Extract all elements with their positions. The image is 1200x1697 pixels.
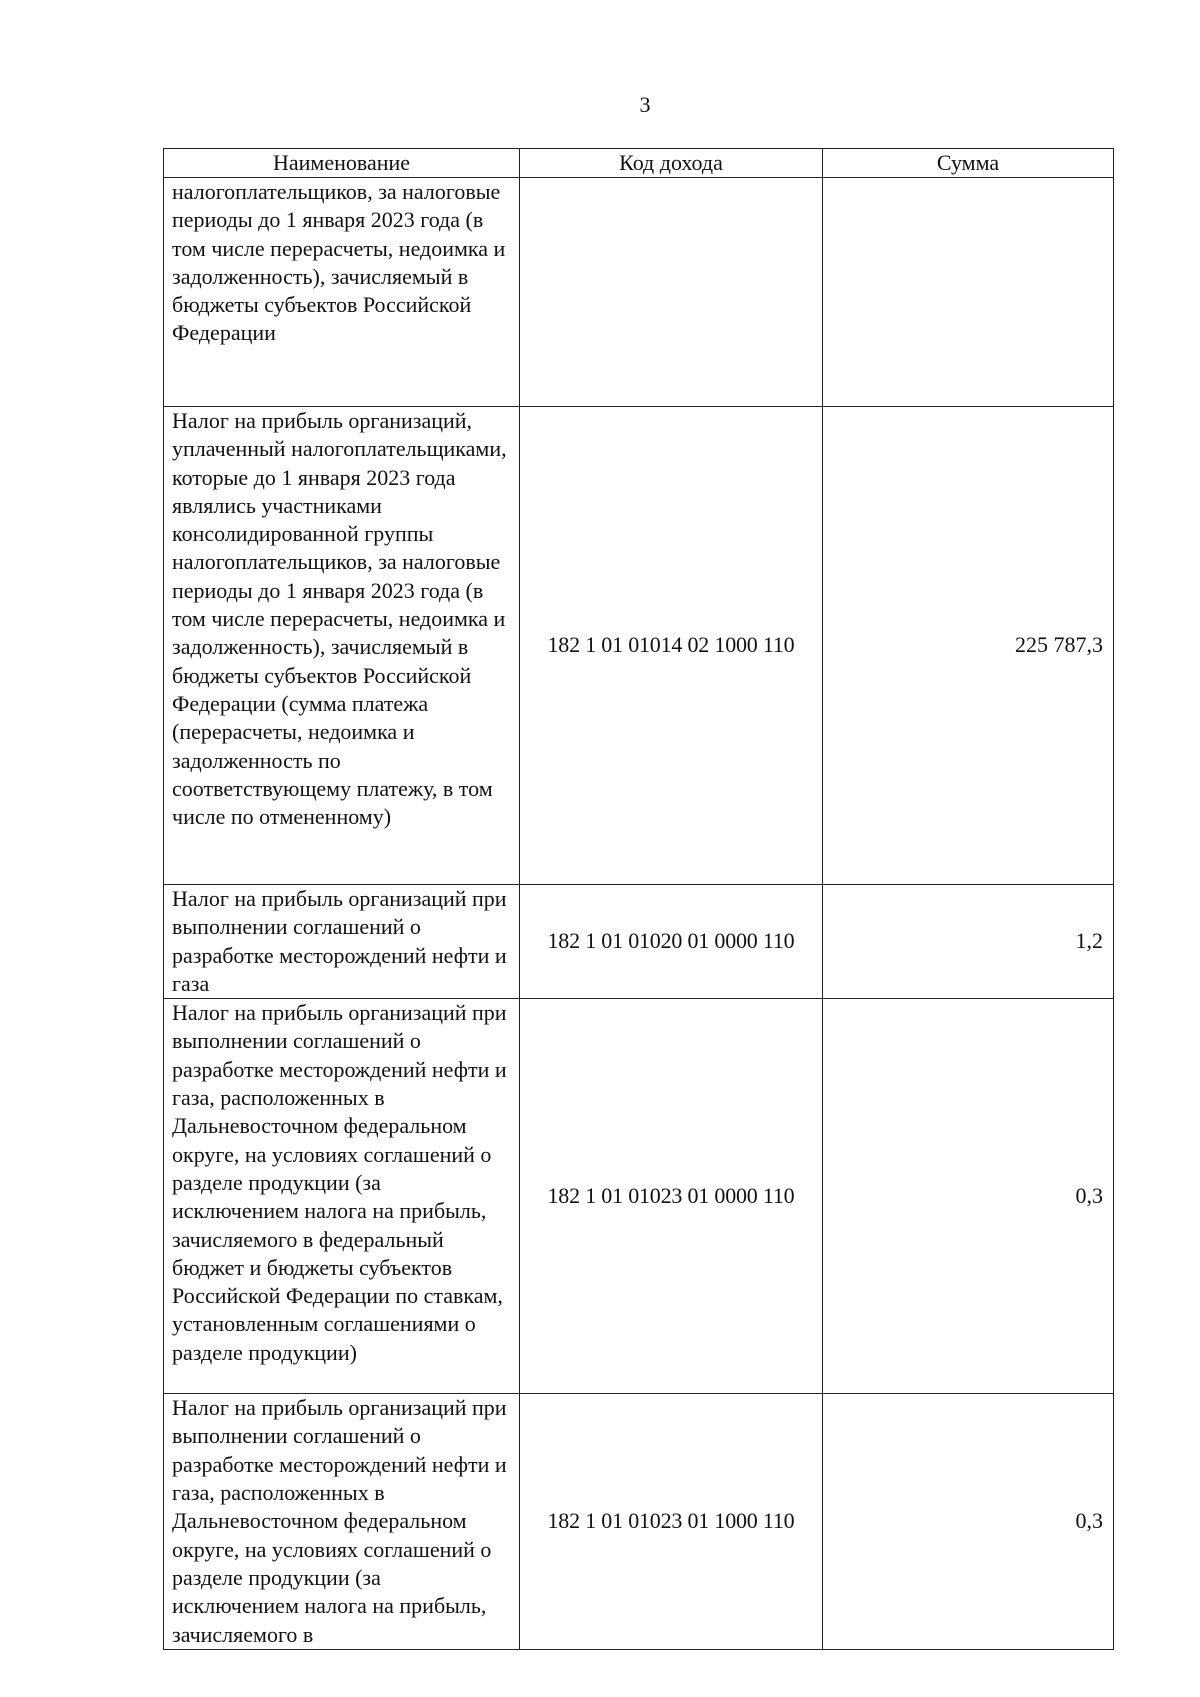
table-row (164, 178, 1114, 407)
row-name-cell: Налог на прибыль организаций при выполнении соглашений о разработке месторождений нефти и газа, расположенных в Дальневосточном федеральном округе, на условиях соглашений о разделе продукции (за исключением налога на прибыль, зачисляемого в федеральный бюджет и бюджеты субъектов Российской Федерации по ставкам, установленным соглашениями о разделе продукции) (164, 999, 520, 1394)
page-number: 3 (639, 92, 651, 117)
row-sum-cell: 225 787,3 (823, 407, 1114, 885)
row-sum-cell: 0,3 (823, 1394, 1114, 1650)
table-row (164, 1394, 1114, 1650)
row-name-cell: Налог на прибыль организаций, уплаченный налогоплательщиками, которые до 1 января 2023 года являлись участниками консолидированной группы налогоплательщиков, за налоговые периоды до 1 января 2023 года (в том числе перерасчеты, недоимка и задолженность), зачисляемый в бюджеты субъектов Российской Федерации (сумма платежа (перерасчеты, недоимка и задолженность по соответствующему платежу, в том числе по отмененному) (164, 407, 520, 885)
row-code-cell: 182 1 01 01020 01 0000 110 (520, 885, 823, 999)
row-name-cell: Налог на прибыль организаций при выполнении соглашений о разработке месторождений нефти и газа, расположенных в Дальневосточном федеральном округе, на условиях соглашений о разделе продукции (за исключением налога на прибыль, зачисляемого в (164, 1394, 520, 1650)
table-row (164, 999, 1114, 1394)
column-header-sum: Сумма (823, 149, 1114, 178)
table-header-row (164, 149, 1114, 178)
row-code-cell (520, 178, 823, 407)
row-code-cell: 182 1 01 01023 01 0000 110 (520, 999, 823, 1394)
row-code-cell: 182 1 01 01014 02 1000 110 (520, 407, 823, 885)
row-code-cell: 182 1 01 01023 01 1000 110 (520, 1394, 823, 1650)
table-row (164, 885, 1114, 999)
column-header-name: Наименование (164, 149, 520, 178)
row-name-cell: Налог на прибыль организаций при выполнении соглашений о разработке месторождений нефти и газа (164, 885, 520, 999)
income-table (163, 148, 1114, 1650)
row-sum-cell: 0,3 (823, 999, 1114, 1394)
row-sum-cell (823, 178, 1114, 407)
column-header-code: Код дохода (520, 149, 823, 178)
row-sum-cell: 1,2 (823, 885, 1114, 999)
row-name-cell: налогоплательщиков, за налоговые периоды до 1 января 2023 года (в том числе перерасчеты, недоимка и задолженность), зачисляемый в бюджеты субъектов Российской Федерации (164, 178, 520, 407)
table-row (164, 407, 1114, 885)
